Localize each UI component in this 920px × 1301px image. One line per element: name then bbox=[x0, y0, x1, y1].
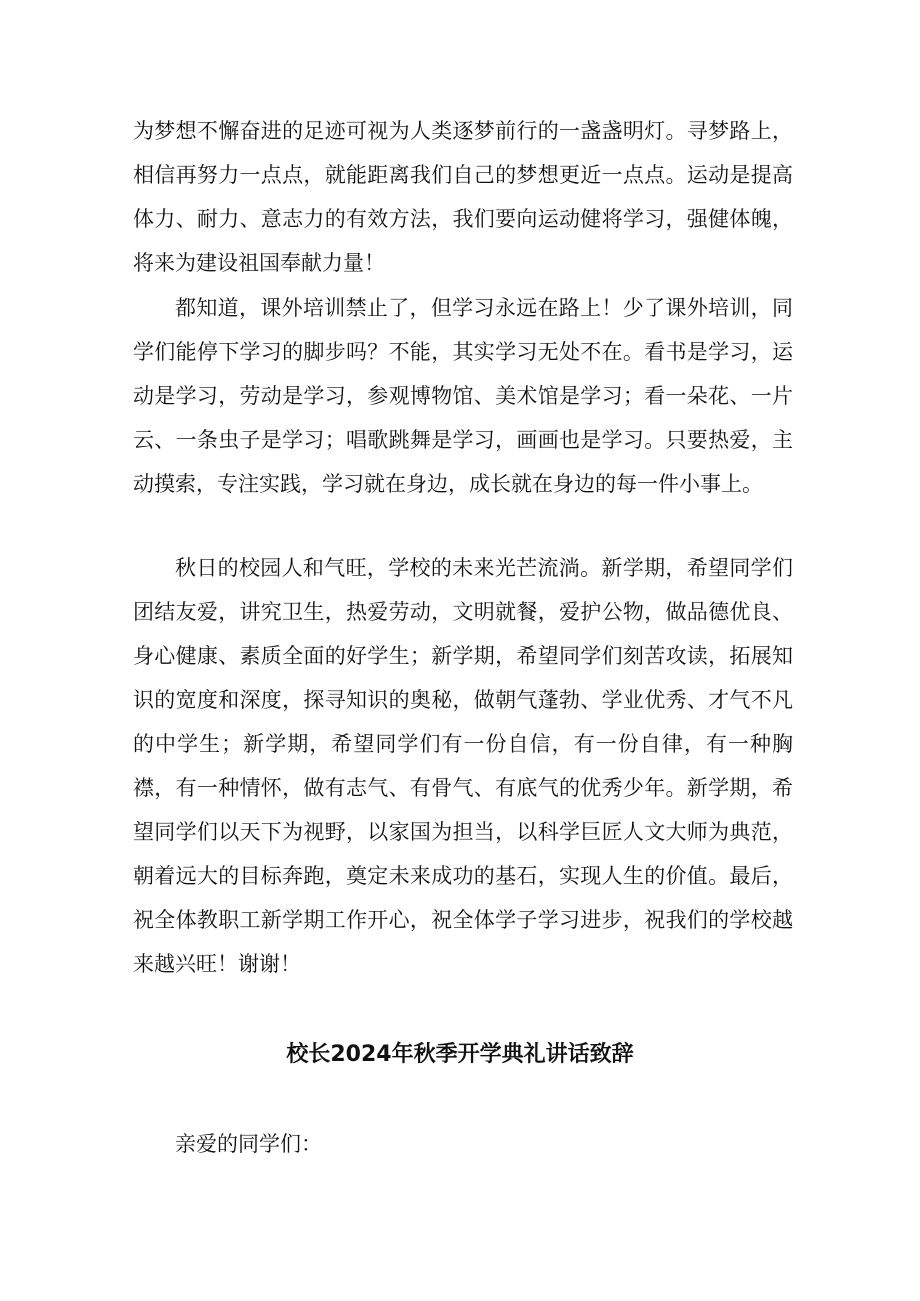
greeting-line: 亲爱的同学们： bbox=[175, 1132, 322, 1156]
speech-title: 校长2024年秋季开学典礼讲话致辞 bbox=[286, 1042, 634, 1067]
paragraph-new-semester-wishes: 秋日的校园人和气旺，学校的未来光芒流淌。新学期，希望同学们团结友爱，讲究卫生，热爱劳动，文明就餐，爱护公物，做品德优良、身心健康、素质全面的好学生；新学期，希望同学们刻苦攻读，拓展知识的宽度和深度，探寻知识的奥秘，做朝气蓬勃、学业优秀、才气不凡的中学生；新学期，希望同学们有一份自信，有一份自律，有一种胸襟，有一种情怀，做有志气、有骨气、有底气的优秀少年。新学期，希望同学们以天下为视野，以家国为担当，以科学巨匠人文大师为典范，朝着远大的目标奔跑，奠定未来成功的基石，实现人生的价值。最后，祝全体教职工新学期工作开心，祝全体学子学习进步，祝我们的学校越来越兴旺！谢谢！ bbox=[133, 556, 793, 976]
paragraph-continuation: 为梦想不懈奋进的足迹可视为人类逐梦前行的一盏盏明灯。寻梦路上，相信再努力一点点，就能距离我们自己的梦想更近一点点。运动是提高体力、耐力、意志力的有效方法，我们要向运动健将学习，强健体魄，将来为建设祖国奉献力量！ bbox=[133, 119, 793, 275]
paragraph-after-school-learning: 都知道，课外培训禁止了，但学习永远在路上！少了课外培训，同学们能停下学习的脚步吗？不能，其实学习无处不在。看书是学习，运动是学习，劳动是学习，参观博物馆、美术馆是学习；看一朵花、一片云、一条虫子是学习；唱歌跳舞是学习，画画也是学习。只要热爱，主动摸索，专注实践，学习就在身边，成长就在身边的每一件小事上。 bbox=[133, 296, 793, 496]
